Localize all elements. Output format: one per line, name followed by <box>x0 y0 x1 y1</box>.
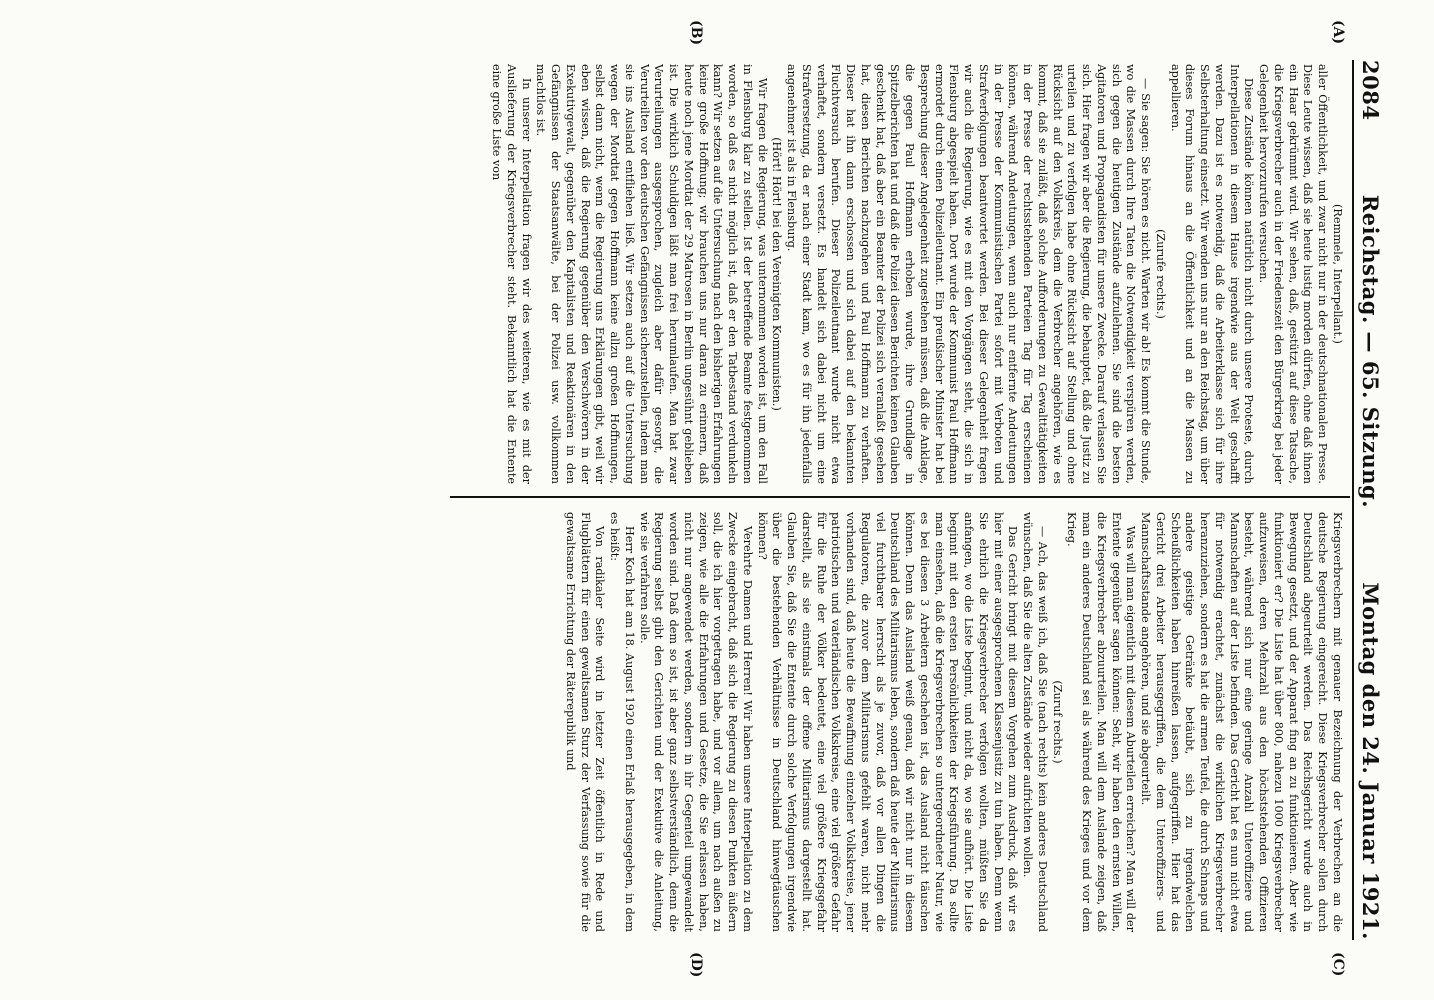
page-number: 2084 <box>1358 60 1383 121</box>
session-date: Montag den 24. Januar 1921. <box>1358 582 1383 940</box>
paragraph: — Ach, das weiß ich, daß Sie (nach rechts) kein anderes Deutschland wünschen, daß Sie die alten Zustände wieder aufrichten wollen. <box>1021 512 1049 932</box>
header-rule <box>1352 60 1354 940</box>
interjection: (Hört! Hört! bei den Vereinigten Kommunisten.) <box>770 137 784 411</box>
paragraph: Wir fragen die Regierung, was unternommen worden ist, um den Fall in Flensburg klar zu stellen. Ist der betreffende Beamte festgenommen worden, so daß es nicht möglich ist, daß er den Tatbestand verdunkeln kann? Wir setzen auf die Untersuchung nach den bisherigen Erfahrungen keine große Hoffnung; wir brauchen uns nur daran zu erinnern, daß heute noch jene Mordtat der 29 Matrosen in Berlin ungesühnt geblieben ist. Die wirklich Schuldigen läßt man frei herumlaufen. Man hat zwar Verurteilungen ausgesprochen, zugleich aber dafür gesorgt, die Verurteilten vor den deutschen Gefängnissen sicherzustellen, indem man sie ins Ausland entfliehen ließ. Wir setzen auch auf die Untersuchung wegen der Mordtat gegen Hoffmann keine allzu großen Hoffnungen, selbst dann nicht, wenn die Regierung uns Erklärungen gibt, weil wir eben wissen, daß die Regierung gegenüber den Verschwörern in der Exekutivgewalt, gegenüber den Kapitalisten und Reaktionären in den Gefängnissen der Staatsanwälte, bei der Polizei usw. vollkommen machtlos ist. <box>534 64 769 484</box>
margin-marker-a: (A) <box>1330 20 1346 45</box>
paragraph: Diese Zustände können natürlich nicht durch unsere Proteste, durch Interpellationen in diesem Hause irgendwie aus der Welt geschafft werden. Dazu ist es notwendig, daß die Arbeiterklasse sich für ihre Selbsterhaltung einsetzt. Wir wenden uns nur an den Reichstag, um über dieses Forum hinaus an die Öffentlichkeit und an die Massen zu appellieren. <box>1168 64 1256 484</box>
paragraph: Herr Koch hat am 18. August 1920 einen Erlaß herausgegeben, in dem es heißt: <box>608 512 636 932</box>
session-title: Reichstag. — 65. Sitzung. <box>1358 194 1383 509</box>
paragraph: Das Gericht bringt mit diesem Vorgehen zum Ausdruck, daß wir es hier mit einer ausgesprochenen Klassenjustiz zu tun haben. Denn wenn Sie ehrlich die Kriegsverbrecher verfolgen wollten, müßten Sie da anfangen, wo die Liste beginnt, und nicht da, wo sie aufhört. Die Liste beginnt mit den ersten Persönlichkeiten der Kriegsführung. Da sollte man einsehen, daß die Kriegsverbrechen so untergeordneter Natur, wie es bei diesen 3 Arbeitern geschehen ist, das Ausland nicht täuschen können. Denn das Ausland weiß genau, daß wir nicht nur in diesem Deutschland des Militarismus leben, sondern daß heute der Militarismus viel furchtbarer herrscht als je zuvor, daß vor allen Dingen die Regulatoren, die zuvor dem Militarismus gefehlt waren, nicht mehr vorhanden sind, daß heute die Bewaffnung einzelner Volkskreise, jener patriotischen und vaterländischen Volkskreise, eine viel größere Gefahr für die Ruhe der Völker bedeutet, eine viel größere Kriegsgefahr darstellt, als sie einstmals der offene Militarismus dargestellt hat. Glauben Sie, daß Sie die Entente durch solche Verfolgungen irgendwie über die bestehenden Verhältnisse in Deutschland hinwegtäuschen können? <box>755 512 1020 932</box>
left-column <box>464 64 1344 484</box>
paragraph: Was will man eigentlich mit diesem Aburteilen erreichen? Man will der Entente gegenüber sagen können: Seht, wir haben den ernsten Willen, die Kriegsverbrecher abzuurteilen. Man will dem Auslande zeigen, daß man ein anderes Deutschland sei als während des Krieges und vor dem Krieg. <box>1065 512 1138 932</box>
margin-marker-b: (B) <box>688 20 704 46</box>
column-divider <box>450 496 1350 498</box>
speaker-label: (Remmele, Interpellant.) <box>1331 204 1344 344</box>
paragraph: — Sie sagen: Sie hören es nicht. Warten wir ab! Es kommt die Stunde, wo die Massen durch Ihre Taten die Notwendigkeit verspüren werden, sich gegen die heutigen Zustände aufzulehnen. Sie sind die besten Agitatoren und Propagandisten für unsere Zwecke. Darauf verlassen Sie sich. Hier fragen wir aber die Regierung, die behauptet, daß die Justiz zu urteilen und zu verfolgen habe ohne Rücksicht auf Stellung und ohne Rücksicht auf den Volkskreis, dem die Verbrecher angehören, wie es kommt, daß sie zuläßt, daß solche Aufforderungen zu Gewalttätigkeiten in der Presse der rechtsstehenden Parteien Tag für Tag erscheinen können, während Andeutungen, wenn auch nur entfernte Andeutungen in der Presse der Kommunistischen Partei sofort mit Verboten und Strafverfolgungen beantwortet werden. Bei dieser Gelegenheit fragen wir auch die Regierung, wie es mit den Vorgängen steht, die sich in Flensburg abgespielt haben. Dort wurde der Kommunist Paul Hoffmann ermordet durch einen Polizeileutnant. Ein preußischer Minister hat bei Besprechung dieser Angelegenheit zugestehen müssen, daß die Anklage, die gegen Paul Hoffmann erhoben wurde, ihre Grundlage in Spitzelberichten hat und daß die Polizei diesen Berichten keinen Glauben geschenkt hat, daß aber ein Beamter der Polizei sich veranlaßt gesehen hat, diesen Berichten nachzugehen und Paul Hoffmann zu verhaften. Dieser hat ihn dann erschossen und sich dabei auf den bekannten Fluchtversuch berufen. Dieser Polizeileutnant wurde nicht etwa verhaftet, sondern versetzt. Es handelt sich dabei nicht um eine Strafversetzung, da er nach einer Stadt kam, wo es für ihn jedenfalls angenehmer ist als in Flensburg. <box>785 64 1153 484</box>
paragraph: aller Öffentlichkeit, und zwar nicht nur in der deutschnationalen Presse. Diese Leute wissen, daß sie heute lustig morden dürfen, ohne daß ihnen ein Haar gekrümmt wird. Wir sehen, daß, gestützt auf diese Tatsache, die Kriegsverbrecher auch in der Friedenszeit den Bürgerkrieg bei jeder Gelegenheit hervorzurufen versuchen. <box>1257 64 1330 484</box>
paragraph: Verehrte Damen und Herren! Wir haben unsere Interpellation zu dem Zwecke eingebracht, daß sich die Regierung zu diesen Punkten äußern soll, die ich hier vorgetragen habe, und vor allem, um nach außen zu zeigen, wie alle die Erfahrungen und Gesetze, die Sie erlassen haben, nicht nur angewendet werden, sondern in ihr Gegenteil umgewandelt worden sind. Daß dem so ist, ist aber ganz selbstverständlich, denn die Regierung selbst gibt den Gerichten und der Exekutive die Anleitung, wie sie verfahren solle. <box>637 512 754 932</box>
page-header <box>1358 60 1394 940</box>
margin-marker-d: (D) <box>688 952 704 978</box>
quoted-paragraph: Von radikaler Seite wird in letzter Zeit öffentlich in Rede und Flugblättern für einen gewaltsamen Sturz der Verfassung sowie für die gewaltsame Errichtung der Räterepublik und <box>564 512 607 932</box>
paragraph: In unserer Interpellation fragen wir des weiteren, wie es mit der Auslieferung der Kriegsverbrecher steht. Bekanntlich hat die Entente eine große Liste von <box>490 64 533 484</box>
interjection: (Zurufe rechts.) <box>1154 229 1167 319</box>
paragraph: Kriegsverbrechern mit genauer Bezeichnung der Verbrechen an die deutsche Regierung eingereicht. Diese Kriegsverbrecher sollen durch Deutschland abgeurteilt werden. Das Reichsgericht wurde auch in Bewegung gesetzt, und der Apparat fing an zu funktionieren. Aber wie funktioniert er? Die Liste hat über 800, nahezu 1000 Kriegsverbrecher aufzuweisen, deren Mehrzahl aus den höchststehenden Offizieren besteht, während sich nur eine geringe Anzahl Unteroffiziere und Mannschaften auf der Liste befinden. Das Gericht hat es nun nicht etwa für notwendig erachtet, zunächst die wirklichen Kriegsverbrecher heranzuziehen, sondern es hat die armen Teufel, die durch Schnaps und andere geistige Getränke betäubt, sich zu irgendwelchen Scheußlichkeiten haben hinreißen lassen, aufgegriffen. Hier hat das Gericht drei Arbeiter herausgegriffen, die dem Unteroffiziers- und Mannschaftsstande angehören, und sie abgeurteilt. <box>1139 512 1344 932</box>
right-column <box>464 512 1344 932</box>
margin-marker-c: (C) <box>1330 952 1346 977</box>
interjection: (Zuruf rechts.) <box>1050 680 1064 764</box>
